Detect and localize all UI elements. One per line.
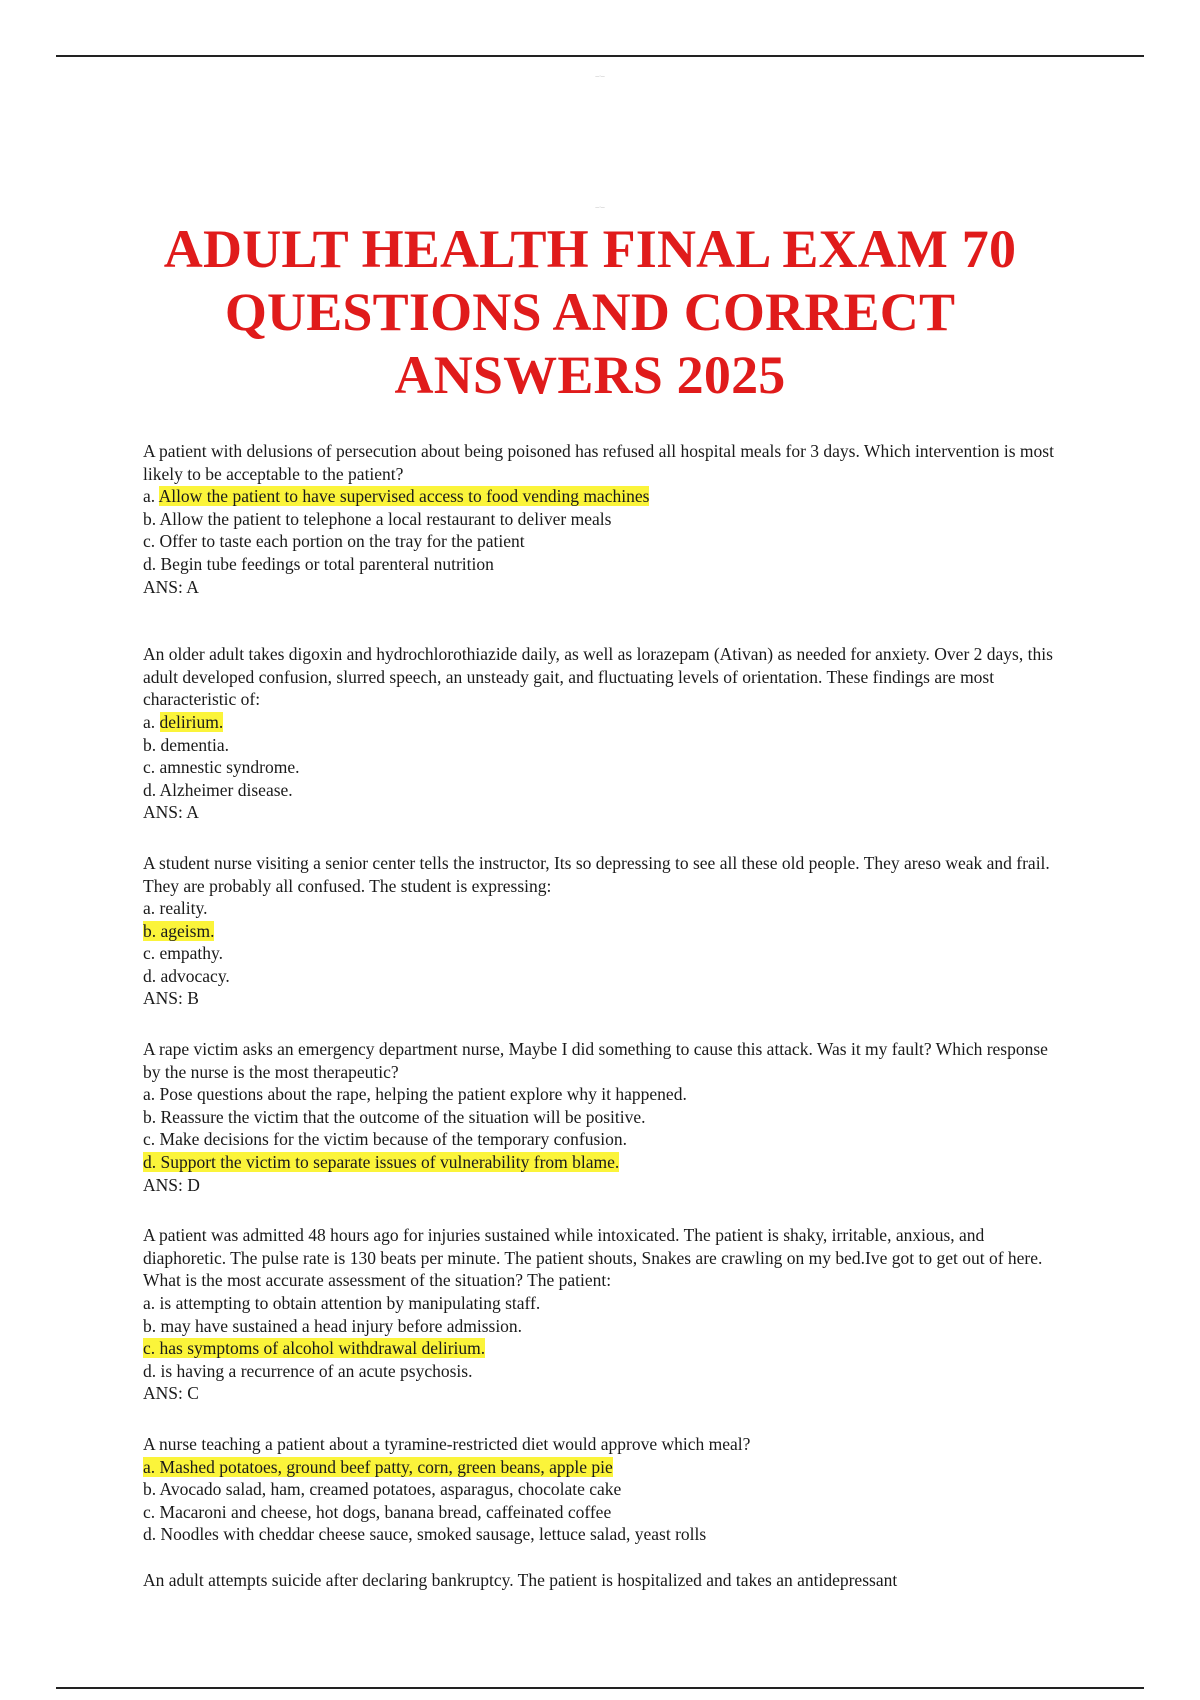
bottom-rule [56, 1687, 1144, 1689]
answer-option: d. Noodles with cheddar cheese sauce, smoked sausage, lettuce salad, yeast rolls [143, 1524, 707, 1545]
question-stem: A student nurse visiting a senior center tells the instructor, Its so depressing to see all these old people. They areso weak and frail. They are probably all confused. The student is expressing: [143, 852, 1050, 896]
answer-option [143, 1337, 1063, 1360]
answer-option: d. Begin tube feedings or total parenteral nutrition [143, 553, 494, 574]
answer-option: c. Macaroni and cheese, hot dogs, banana bread, caffeinated coffee [143, 1501, 612, 1522]
question-2 [143, 643, 1063, 824]
correct-option-highlight: a. Mashed potatoes, ground beef patty, corn, green beans, apple pie [143, 1456, 613, 1477]
sub-mark: —·— [595, 204, 605, 209]
answer-option [143, 485, 1063, 508]
top-rule [56, 55, 1144, 57]
answer-option: b. Reassure the victim that the outcome of the situation will be positive. [143, 1106, 646, 1127]
answer-option: b. may have sustained a head injury before admission. [143, 1315, 523, 1336]
answer-key: ANS: A [143, 802, 199, 823]
answer-option [143, 1151, 1063, 1174]
answer-option: d. advocacy. [143, 965, 230, 986]
correct-option-highlight: c. has symptoms of alcohol withdrawal delirium. [143, 1338, 486, 1359]
answer-option: c. Offer to taste each portion on the tray for the patient [143, 531, 525, 552]
answer-option: c. Make decisions for the victim because of the temporary confusion. [143, 1129, 628, 1150]
correct-option-highlight: d. Support the victim to separate issues of vulnerability from blame. [143, 1152, 620, 1173]
question-7 [143, 1569, 1063, 1592]
question-stem: A patient with delusions of persecution about being poisoned has refused all hospital meals for 3 days. Which intervention is most likely to be acceptable to the patient? [143, 441, 1054, 484]
answer-option: d. Alzheimer disease. [143, 779, 293, 800]
option-prefix: a. [143, 486, 159, 507]
correct-option-highlight: Allow the patient to have supervised access to food vending machines [158, 486, 650, 507]
answer-option: b. dementia. [143, 734, 230, 755]
question-stem: A rape victim asks an emergency department nurse, Maybe I did something to cause this attack. Was it my fault? Which response by the nurse is the most therapeutic? [143, 1039, 1048, 1082]
question-5 [143, 1224, 1063, 1405]
answer-key: ANS: C [143, 1383, 199, 1404]
answer-option: b. Allow the patient to telephone a local restaurant to deliver meals [143, 508, 612, 529]
answer-option [143, 920, 1063, 943]
answer-key: ANS: B [143, 988, 199, 1009]
answer-option [143, 711, 1063, 734]
answer-option: a. is attempting to obtain attention by manipulating staff. [143, 1293, 541, 1313]
answer-key: ANS: D [143, 1174, 200, 1195]
answer-option [143, 1456, 1063, 1479]
answer-option: c. amnestic syndrome. [143, 757, 300, 778]
question-stem: A nurse teaching a patient about a tyramine-restricted diet would approve which meal? [143, 1433, 751, 1454]
answer-key: ANS: A [143, 576, 199, 597]
question-stem: An adult attempts suicide after declaring bankruptcy. The patient is hospitalized and takes an antidepressant [143, 1569, 898, 1590]
answer-option: a. Pose questions about the rape, helping the patient explore why it happened. [143, 1084, 687, 1105]
answer-option: a. reality. [143, 898, 208, 919]
answer-option: d. is having a recurrence of an acute psychosis. [143, 1360, 473, 1381]
page-title: ADULT HEALTH FINAL EXAM 70 QUESTIONS AND CORRECT ANSWERS 2025 [163, 219, 1017, 405]
option-prefix: a. [143, 711, 160, 732]
correct-option-highlight: delirium. [159, 711, 224, 732]
question-list [143, 440, 1063, 1592]
question-4 [143, 1038, 1063, 1196]
answer-option: c. empathy. [143, 943, 224, 964]
question-3 [143, 852, 1063, 1010]
correct-option-highlight: b. ageism. [143, 920, 215, 941]
header-mark: —·— [595, 73, 605, 78]
question-6 [143, 1433, 1063, 1546]
question-stem: An older adult takes digoxin and hydrochlorothiazide daily, as well as lorazepam (Ativan) as needed for anxiety. Over 2 days, this adult developed confusion, slurred speech, an unsteady gait, and fluctuating levels of orientation. These findings are most characteristic of: [143, 644, 1053, 710]
answer-option: b. Avocado salad, ham, creamed potatoes, asparagus, chocolate cake [143, 1479, 622, 1500]
question-1 [143, 440, 1063, 598]
question-stem: A patient was admitted 48 hours ago for injuries sustained while intoxicated. The patient is shaky, irritable, anxious, and diaphoretic. The pulse rate is 130 beats per minute. The patient shouts, Snakes are crawling on my bed.Ive got to get out of here. What is the most accurate assessment of the situation? The patient: [143, 1225, 1043, 1291]
